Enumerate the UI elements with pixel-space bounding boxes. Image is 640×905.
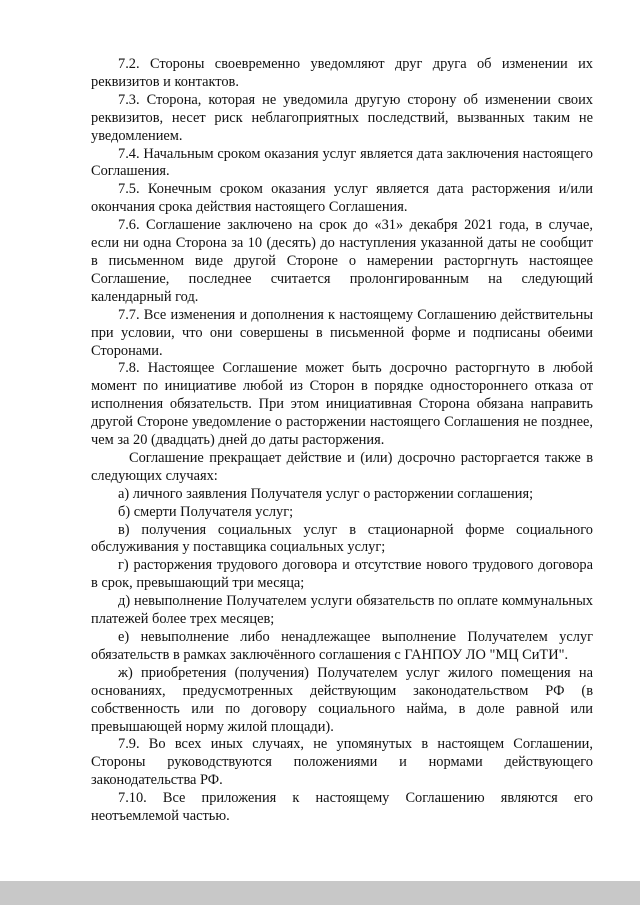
clause-7-5: 7.5. Конечным сроком оказания услуг является дата расторжения и/или окончания срока действия настоящего Соглашения. — [91, 181, 593, 216]
clause-7-6: 7.6. Соглашение заключено на срок до «31» декабря 2021 года, в случае, если ни одна Сторона за 10 (десять) до наступления указанной даты не сообщит в письменном виде другой Стороне о намерении расторгнуть настоящее Соглашение, последнее считается пролонгированным на следующий календарный год. — [91, 217, 593, 305]
agreement-text-body — [91, 56, 593, 826]
scan-bottom-edge — [0, 881, 640, 905]
termination-item-d: д) невыполнение Получателем услуги обязательств по оплате коммунальных платежей более трех месяцев; — [91, 593, 593, 628]
clause-7-4: 7.4. Начальным сроком оказания услуг является дата заключения настоящего Соглашения. — [91, 145, 593, 180]
clause-7-10: 7.10. Все приложения к настоящему Соглашению являются его неотъемлемой частью. — [91, 790, 593, 825]
termination-item-a: а) личного заявления Получателя услуг о расторжении соглашения; — [118, 485, 534, 502]
termination-item-v: в) получения социальных услуг в стационарной форме социального обслуживания у поставщика социальных услуг; — [91, 521, 593, 556]
termination-item-e: е) невыполнение либо ненадлежащее выполнение Получателем услуг обязательств в рамках заключённого соглашения с ГАНПОУ ЛО "МЦ СиТИ". — [91, 629, 593, 663]
clause-7-3: 7.3. Сторона, которая не уведомила другую сторону об изменении своих реквизитов, несет риск неблагоприятных последствий, вызванных таким не уведомлением. — [91, 91, 593, 144]
clause-7-9: 7.9. Во всех иных случаях, не упомянутых в настоящем Соглашении, Стороны руководствуются положениями и нормами действующего законодательства РФ. — [91, 736, 593, 789]
termination-item-zh: ж) приобретения (получения) Получателем услуг жилого помещения на основаниях, предусмотренных действующим законодательством РФ (в собственность или по договору социального найма, в доле равной или превышающей норму жилой площади). — [91, 664, 593, 735]
termination-intro: Соглашение прекращает действие и (или) досрочно расторгается также в следующих случаях: — [91, 449, 593, 484]
termination-item-b: б) смерти Получателя услуг; — [118, 503, 294, 520]
clause-7-7: 7.7. Все изменения и дополнения к настоящему Соглашению действительны при условии, что они совершены в письменной форме и подписаны обеими Сторонами. — [91, 306, 593, 359]
termination-item-g: г) расторжения трудового договора и отсутствие нового трудового договора в срок, превышающий три месяца; — [91, 557, 593, 592]
clause-7-2: 7.2. Стороны своевременно уведомляют друг друга об изменении их реквизитов и контактов. — [91, 56, 593, 90]
clause-7-8: 7.8. Настоящее Соглашение может быть досрочно расторгнуто в любой момент по инициативе любой из Сторон в порядке одностороннего отказа от исполнения обязательств. При этом инициативная Сторона обязана направить другой Стороне уведомление о расторжении настоящего Соглашения не позднее, чем за 20 (двадцать) дней до даты расторжения. — [91, 360, 593, 449]
